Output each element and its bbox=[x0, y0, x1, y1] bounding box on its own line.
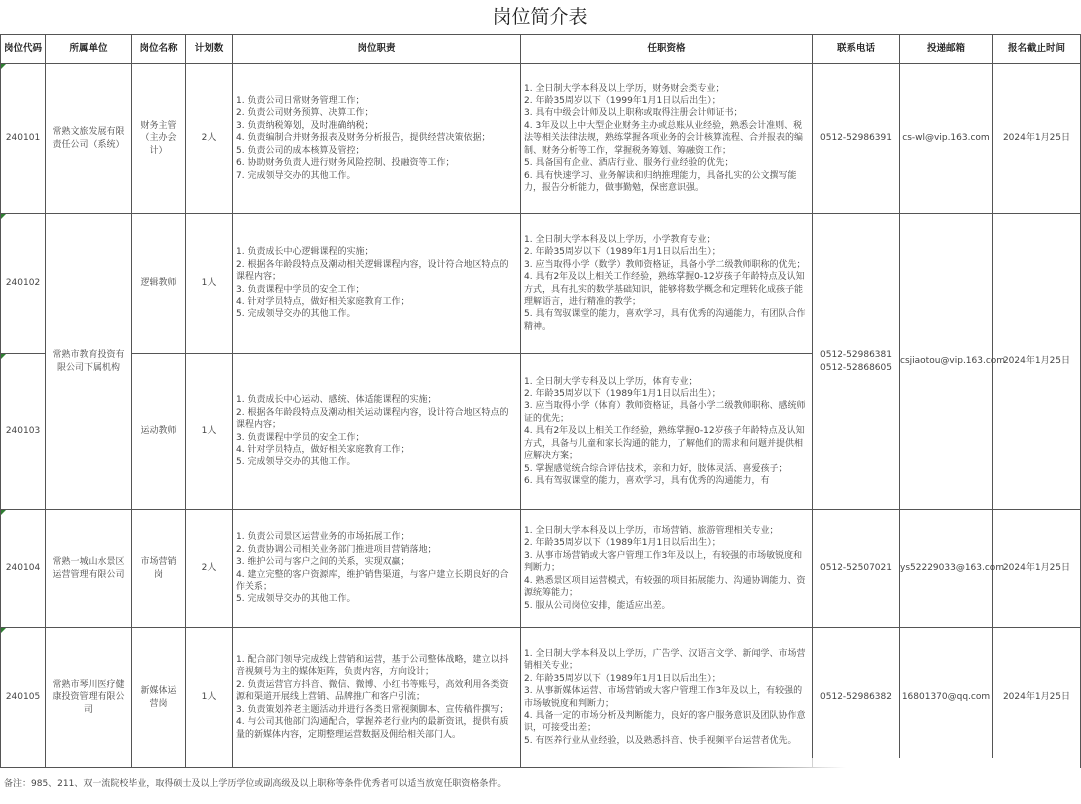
plan-count: 1人 bbox=[186, 354, 233, 510]
position-code: 240104 bbox=[1, 510, 46, 628]
qual-line: 4. 熟悉景区项目运营模式，有较强的项目拓展能力、沟通协调能力、资源统筹能力； bbox=[524, 575, 806, 599]
header-cell: 所属单位 bbox=[46, 35, 132, 64]
duty-line: 3. 负责课程中学员的安全工作； bbox=[236, 284, 365, 295]
quals-cell bbox=[521, 214, 813, 354]
duty-line: 3. 负责纳税筹划，及时准确纳税； bbox=[236, 120, 374, 131]
table-row bbox=[1, 628, 1081, 768]
unit-name: 常熟市教育投资有限公司下属机构 bbox=[46, 214, 132, 510]
phone-number: 0512-52507021 bbox=[820, 563, 892, 574]
contact-email: ys52229033@163.com bbox=[900, 510, 993, 628]
phone-number: 0512-52986381 bbox=[820, 350, 892, 361]
header-cell: 联系电话 bbox=[813, 35, 900, 64]
qual-line: 4. 具备一定的市场分析及判断能力，良好的客户服务意识及团队协作意识，可接受出差； bbox=[524, 710, 806, 734]
duty-line: 1. 配合部门领导完成线上营销和运营，基于公司整体战略，建立以抖音视频号为主的媒体矩阵，负责内容，方向设计； bbox=[236, 655, 509, 678]
contact-phone bbox=[813, 510, 900, 628]
duties-cell bbox=[233, 64, 521, 214]
qual-line: 4. 具有2年及以上相关工作经验，熟练掌握0-12岁孩子年龄特点及认知方式，具备与儿童和家长沟通的能力，了解他们的需求和问题并提供相应解决方案； bbox=[524, 426, 805, 462]
duties-cell bbox=[233, 214, 521, 354]
contact-email: 16801370@qq.com bbox=[900, 628, 993, 768]
qual-line: 2. 年龄35周岁以下（1999年1月1日以后出生）； bbox=[524, 96, 721, 107]
table-row bbox=[1, 64, 1081, 214]
duty-line: 5. 负责公司的成本核算及管控； bbox=[236, 145, 365, 156]
job-table bbox=[0, 34, 1081, 768]
duty-line: 1. 负责成长中心逻辑课程的实施； bbox=[236, 247, 374, 258]
duty-line: 4. 针对学员特点，做好相关家庭教育工作； bbox=[236, 296, 410, 307]
duty-line: 7. 完成领导交办的其他工作。 bbox=[236, 170, 356, 181]
duty-line: 5. 完成领导交办的其他工作。 bbox=[236, 457, 356, 468]
plan-count: 2人 bbox=[186, 64, 233, 214]
unit-name: 常熟一城山水景区运营管理有限公司 bbox=[46, 510, 132, 628]
duty-line: 1. 负责公司景区运营业务的市场拓展工作； bbox=[236, 532, 410, 543]
qual-line: 1. 全日制大学本科及以上学历，小学教育专业； bbox=[524, 234, 716, 245]
duties-cell bbox=[233, 354, 521, 510]
duty-line: 2. 负责协调公司相关业务部门推进项目营销落地； bbox=[236, 544, 437, 555]
qual-line: 1. 全日制大学专科及以上学历，体育专业； bbox=[524, 376, 698, 387]
plan-count: 2人 bbox=[186, 510, 233, 628]
deadline: 2024年1月25日 bbox=[993, 214, 1081, 510]
quals-cell bbox=[521, 354, 813, 510]
header-cell: 报名截止时间 bbox=[993, 35, 1081, 64]
header-cell: 计划数 bbox=[186, 35, 233, 64]
position-name: 运动教师 bbox=[132, 354, 186, 510]
scan-fade-overlay bbox=[720, 758, 1080, 804]
position-code: 240101 bbox=[1, 64, 46, 214]
duty-line: 2. 负责运营官方抖音、微信、微博、小红书等账号，高效利用各类资源和渠道开展线上营销、品牌推广和客户引流； bbox=[236, 679, 509, 703]
qual-line: 3. 从事市场营销或大客户管理工作3年及以上，有较强的市场敏锐度和判断力； bbox=[524, 550, 803, 574]
qual-line: 4. 3年及以上中大型企业财务主办或总账从业经验，熟悉会计准则、税法等相关法律法规，熟练掌握各项业务的会计核算流程、合并报表的编制、财务分析等工作，掌握税务筹划、筹融资工作； bbox=[524, 120, 804, 156]
qual-line: 3. 从事新媒体运营、市场营销或大客户管理工作3年及以上，有较强的市场敏锐度和判断力； bbox=[524, 686, 803, 709]
table-row bbox=[1, 510, 1081, 628]
duty-line: 3. 负责策划养老主题活动并进行各类日常视频脚本、宣传稿件撰写； bbox=[236, 704, 509, 715]
header-cell: 投递邮箱 bbox=[900, 35, 993, 64]
qual-line: 5. 服从公司岗位安排，能适应出差。 bbox=[524, 600, 671, 611]
qual-line: 4. 具有2年及以上相关工作经验，熟练掌握0-12岁孩子年龄特点及认知方式，具有扎实的数学基础知识，能够将数学概念和定理转化成孩子能理解语言，进行精准的教学； bbox=[524, 272, 805, 307]
qual-line: 2. 年龄35周岁以下（1989年1月1日以后出生）； bbox=[524, 538, 721, 549]
duty-line: 6. 协助财务负责人进行财务风险控制、投融资等工作； bbox=[236, 158, 455, 169]
qual-line: 3. 应当取得小学（数学）教师资格证，具备小学二级教师职称的优先； bbox=[524, 259, 806, 270]
contact-email: cs-wl@vip.163.com bbox=[900, 64, 993, 214]
header-cell: 任职资格 bbox=[521, 35, 813, 64]
position-name: 财务主管（主办会计） bbox=[132, 64, 186, 214]
phone-number: 0512-52986382 bbox=[820, 692, 892, 703]
duty-line: 5. 完成领导交办的其他工作。 bbox=[236, 594, 356, 605]
qual-line: 6. 具有驾驭课堂的能力，喜欢学习，具有优秀的沟通能力，有 bbox=[524, 475, 770, 486]
header-cell: 岗位职责 bbox=[233, 35, 521, 64]
quals-cell bbox=[521, 628, 813, 768]
quals-cell bbox=[521, 64, 813, 214]
qual-line: 6. 具有快速学习、业务解读和归纳推理能力，具备扎实的公文撰写能力，报告分析能力，做事勤勉，保密意识强。 bbox=[524, 170, 797, 193]
plan-count: 1人 bbox=[186, 628, 233, 768]
contact-phone bbox=[813, 214, 900, 510]
position-name: 逻辑教师 bbox=[132, 214, 186, 354]
header-cell: 岗位名称 bbox=[132, 35, 186, 64]
duty-line: 3. 维护公司与客户之间的关系，实现双赢； bbox=[236, 557, 410, 568]
qual-line: 3. 具有中级会计师及以上职称或取得注册会计师证书； bbox=[524, 108, 743, 119]
position-name: 新媒体运营岗 bbox=[132, 628, 186, 768]
duty-line: 5. 完成领导交办的其他工作。 bbox=[236, 309, 356, 320]
qual-line: 3. 应当取得小学（体育）教师资格证，具备小学二级教师职称、感统师证的优先； bbox=[524, 401, 806, 424]
duties-cell bbox=[233, 628, 521, 768]
qual-line: 1. 全日制大学本科及以上学历，财务财会类专业； bbox=[524, 83, 725, 94]
position-code: 240105 bbox=[1, 628, 46, 768]
qual-line: 2. 年龄35周岁以下（1989年1月1日以后出生）； bbox=[524, 389, 721, 400]
phone-number: 0512-52868605 bbox=[820, 362, 892, 373]
duty-line: 1. 负责成长中心运动、感统、体适能课程的实施； bbox=[236, 395, 437, 406]
header-cell: 岗位代码 bbox=[1, 35, 46, 64]
duty-line: 2. 根据各年龄段特点及潮动相关运动课程内容，设计符合地区特点的课程内容； bbox=[236, 407, 509, 431]
duty-line: 2. 根据各年龄段特点及潮动相关逻辑课程内容，设计符合地区特点的课程内容； bbox=[236, 259, 509, 283]
qual-line: 5. 具备国有企业、酒店行业、服务行业经验的优先； bbox=[524, 158, 734, 169]
phone-number: 0512-52986391 bbox=[820, 133, 892, 144]
page-title: 岗位简介表 bbox=[492, 6, 588, 28]
duty-line: 4. 负责编制合并财务报表及财务分析报告，提供经营决策依据； bbox=[236, 133, 491, 144]
deadline: 2024年1月25日 bbox=[993, 64, 1081, 214]
position-code: 240102 bbox=[1, 214, 46, 354]
table-row bbox=[1, 214, 1081, 354]
qual-line: 5. 有医养行业从业经验，以及熟悉抖音、快手视频平台运营者优先。 bbox=[524, 735, 797, 746]
duties-cell bbox=[233, 510, 521, 628]
qual-line: 1. 全日制大学本科及以上学历，市场营销、旅游管理相关专业； bbox=[524, 526, 779, 537]
qual-line: 5. 具有驾驭课堂的能力，喜欢学习，具有优秀的沟通能力，有团队合作精神。 bbox=[524, 309, 806, 332]
deadline: 2024年1月25日 bbox=[993, 628, 1081, 768]
qual-line: 5. 掌握感觉统合综合评估技术，亲和力好，肢体灵活、喜爱孩子； bbox=[524, 463, 788, 474]
contact-email: csjiaotou@vip.163.com bbox=[900, 214, 993, 510]
footnote: 备注：985、211、双一流院校毕业，取得硕士及以上学历学位或副高级及以上职称等条件优秀者可以适当放宽任职资格条件。 bbox=[4, 779, 507, 789]
duty-line: 4. 与公司其他部门沟通配合，掌握养老行业内的最新资讯，提供有质量的新媒体内容，定期整理运营数据及佣给相关部门人。 bbox=[236, 717, 509, 740]
unit-name: 常熟文旅发展有限责任公司（系统） bbox=[46, 64, 132, 214]
qual-line: 2. 年龄35周岁以下（1989年1月1日以后出生）； bbox=[524, 247, 721, 258]
position-code: 240103 bbox=[1, 354, 46, 510]
contact-phone bbox=[813, 628, 900, 768]
duty-line: 4. 建立完整的客户资源库，维护销售渠道，与客户建立长期良好的合作关系； bbox=[236, 569, 509, 592]
duty-line: 3. 负责课程中学员的安全工作； bbox=[236, 432, 365, 443]
duty-line: 4. 针对学员特点，做好相关家庭教育工作； bbox=[236, 444, 410, 455]
header-row bbox=[1, 35, 1081, 64]
duty-line: 1. 负责公司日常财务管理工作； bbox=[236, 96, 365, 107]
quals-cell bbox=[521, 510, 813, 628]
unit-name: 常熟市琴川医疗健康投资管理有限公司 bbox=[46, 628, 132, 768]
duty-line: 2. 负责公司财务预算、决算工作； bbox=[236, 108, 374, 119]
contact-phone bbox=[813, 64, 900, 214]
deadline: 2024年1月25日 bbox=[993, 510, 1081, 628]
qual-line: 1. 全日制大学本科及以上学历，广告学、汉语言文学、新闻学、市场营销相关专业； bbox=[524, 648, 806, 672]
qual-line: 2. 年龄35周岁以下（1989年1月1日以后出生）； bbox=[524, 673, 721, 684]
position-name: 市场营销岗 bbox=[132, 510, 186, 628]
plan-count: 1人 bbox=[186, 214, 233, 354]
